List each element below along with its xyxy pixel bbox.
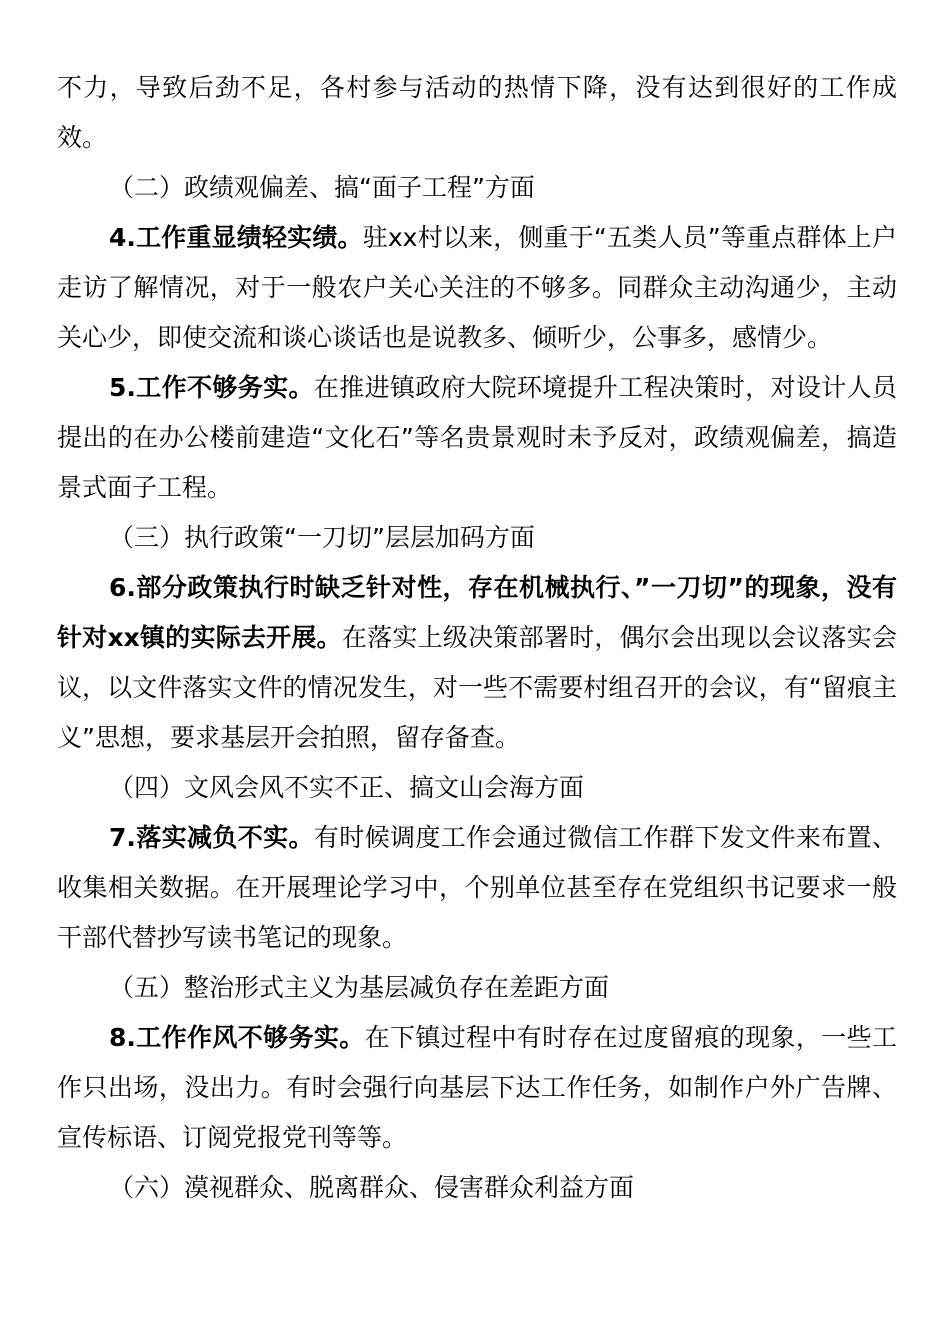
section-heading-2 bbox=[57, 163, 897, 213]
item-text: 驻xx村以来，侧重于“五类人员”等重点群体上户走访了解情况，对于一般农户关心关注的不够多。同群众主动沟通少，主动关心少，即使交流和谈心谈话也是说教多、倾听少，公事多，感情少。 bbox=[57, 223, 897, 352]
item-paragraph-6 bbox=[57, 563, 897, 763]
item-text: 在推进镇政府大院环境提升工程决策时，对设计人员提出的在办公楼前建造“文化石”等名贵景观时未予反对，政绩观偏差，搞造景式面子工程。 bbox=[57, 373, 897, 502]
item-lead: 7.落实减负不实。 bbox=[109, 823, 314, 852]
section-heading-5 bbox=[57, 963, 897, 1013]
document-body bbox=[57, 63, 897, 1213]
section-heading-6 bbox=[57, 1163, 897, 1213]
item-lead: 8.工作作风不够务实。 bbox=[109, 1023, 365, 1052]
heading-text: （三）执行政策“一刀切”层层加码方面 bbox=[109, 523, 535, 552]
item-lead: 4.工作重显绩轻实绩。 bbox=[109, 223, 363, 252]
heading-text: （五）整治形式主义为基层减负存在差距方面 bbox=[109, 973, 610, 1002]
section-heading-4 bbox=[57, 763, 897, 813]
paragraph-text: 不力，导致后劲不足，各村参与活动的热情下降，没有达到很好的工作成效。 bbox=[57, 73, 897, 152]
section-heading-3 bbox=[57, 513, 897, 563]
item-paragraph-5 bbox=[57, 363, 897, 513]
item-text: 有时候调度工作会通过微信工作群下发文件来布置、收集相关数据。在开展理论学习中，个别单位甚至存在党组织书记要求一般干部代替抄写读书笔记的现象。 bbox=[57, 823, 897, 952]
item-paragraph-4 bbox=[57, 213, 897, 363]
item-lead: 5.工作不够务实。 bbox=[109, 373, 314, 402]
item-paragraph-8 bbox=[57, 1013, 897, 1163]
heading-text: （四）文风会风不实不正、搞文山会海方面 bbox=[109, 773, 585, 802]
item-lead: 6.部分政策执行时缺乏针对性，存在机械执行、”一刀切”的现象，没有针对xx镇的实际去开展。 bbox=[57, 573, 897, 652]
item-text: 在下镇过程中有时存在过度留痕的现象，一些工作只出场，没出力。有时会强行向基层下达工作任务，如制作户外广告牌、宣传标语、订阅党报党刊等等。 bbox=[57, 1023, 897, 1152]
item-text: 在落实上级决策部署时，偶尔会出现以会议落实会议，以文件落实文件的情况发生，对一些不需要村组召开的会议，有“留痕主义”思想，要求基层开会拍照，留存备查。 bbox=[57, 623, 897, 752]
heading-text: （二）政绩观偏差、搞“面子工程”方面 bbox=[109, 173, 535, 202]
heading-text: （六）漠视群众、脱离群众、侵害群众利益方面 bbox=[109, 1173, 635, 1202]
item-paragraph-7 bbox=[57, 813, 897, 963]
paragraph-continuation bbox=[57, 63, 897, 163]
